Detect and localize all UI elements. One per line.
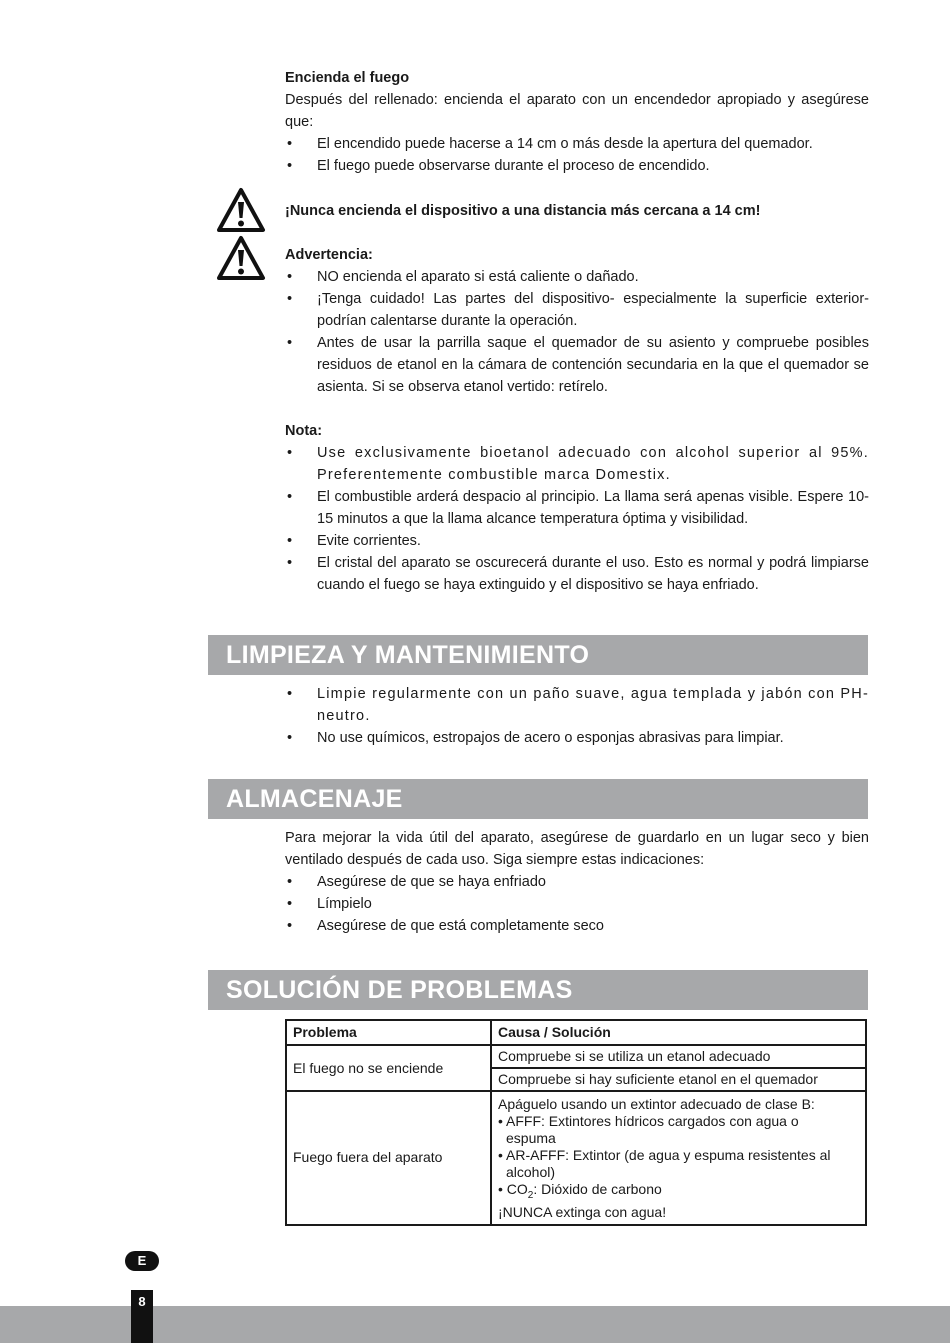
table-row [286,1045,866,1068]
column-header-problem: Problema [286,1020,491,1045]
warning-heading: Advertencia: [285,247,373,263]
danger-notice: ¡Nunca encienda el dispositivo a una distancia más cercana a 14 cm! [285,203,761,219]
solution-line: • AFFF: Extintores hídricos cargados con agua o [498,1113,799,1129]
co2-suffix: : Dióxido de carbono [533,1181,662,1197]
list-item: • NO encienda el aparato si está caliente o dañado. [285,266,869,288]
table-header-row [286,1020,866,1045]
list-item: • El cristal del aparato se oscurecerá durante el uso. Esto es normal y podrá limpiarse cuando el fuego se haya extinguido y el dispositivo se haya enfriado. [285,552,869,596]
list-item: • Use exclusivamente bioetanol adecuado con alcohol superior al 95%. Preferentemente combustible marca Domestix. [285,442,869,486]
list-item: • Evite corrientes. [285,530,869,552]
problem-cell: El fuego no se enciende [286,1045,491,1091]
solution-cell: Compruebe si se utiliza un etanol adecuado [491,1045,866,1068]
cleaning-section [285,683,869,749]
warning-triangle-icon [216,187,266,233]
ignite-intro: Después del rellenado: encienda el aparato con un encendedor apropiado y asegúrese que: [285,92,869,130]
solution-line: ¡NUNCA extinga con agua! [498,1203,667,1220]
list-item: • Asegúrese de que está completamente seco [285,915,869,937]
ignite-heading: Encienda el fuego [285,70,410,86]
note-section [285,420,869,596]
storage-intro: Para mejorar la vida útil del aparato, asegúrese de guardarlo en un lugar seco y bien ventilado después de cada uso. Siga siempre estas indicaciones: [285,830,869,868]
troubleshooting-title: SOLUCIÓN DE PROBLEMAS [208,970,868,1010]
page-number: 8 [131,1290,153,1343]
cleaning-title: LIMPIEZA Y MANTENIMIENTO [208,635,868,675]
list-item: • El combustible arderá despacio al principio. La llama será apenas visible. Espere 10-15 minutos a que la llama alcance temperatura óptima y visibilidad. [285,486,869,530]
solution-line: Apáguelo usando un extintor adecuado de clase B: [498,1096,815,1112]
problem-cell: Fuego fuera del aparato [286,1091,491,1225]
warning-triangle-icon [216,235,266,281]
solution-line [498,1181,859,1204]
storage-title: ALMACENAJE [208,779,868,819]
solution-line: • AR-AFFF: Extintor (de agua y espuma resistentes al [498,1147,831,1163]
list-item: • El encendido puede hacerse a 14 cm o más desde la apertura del quemador. [285,133,869,155]
solution-line: alcohol) [506,1164,556,1180]
solution-line: espuma [506,1130,556,1146]
co2-subscript: 2 [527,1189,534,1201]
list-item: • El fuego puede observarse durante el proceso de encendido. [285,155,869,177]
solution-cell: Compruebe si hay suficiente etanol en el quemador [491,1068,866,1091]
list-item: • Límpielo [285,893,869,915]
warning-section [285,244,869,398]
column-header-solution: Causa / Solución [491,1020,866,1045]
language-badge: E [125,1251,159,1271]
table-row [286,1091,866,1225]
list-item: • Limpie regularmente con un paño suave, agua templada y jabón con PH-neutro. [285,683,869,727]
troubleshooting-table [285,1019,867,1226]
co2-prefix: • CO [498,1181,528,1197]
note-heading: Nota: [285,423,323,439]
list-item: • ¡Tenga cuidado! Las partes del dispositivo- especialmente la superficie exterior- podrían calentarse durante la operación. [285,288,869,332]
ignite-section [285,67,869,177]
list-item: • Asegúrese de que se haya enfriado [285,871,869,893]
storage-section [285,827,869,937]
list-item: • Antes de usar la parrilla saque el quemador de su asiento y compruebe posibles residuos de etanol en la cámara de contención secundaria en la que el quemador se asienta. Si se observa etanol vertido: retírelo. [285,332,869,398]
solution-cell [491,1091,866,1225]
list-item: • No use químicos, estropajos de acero o esponjas abrasivas para limpiar. [285,727,869,749]
